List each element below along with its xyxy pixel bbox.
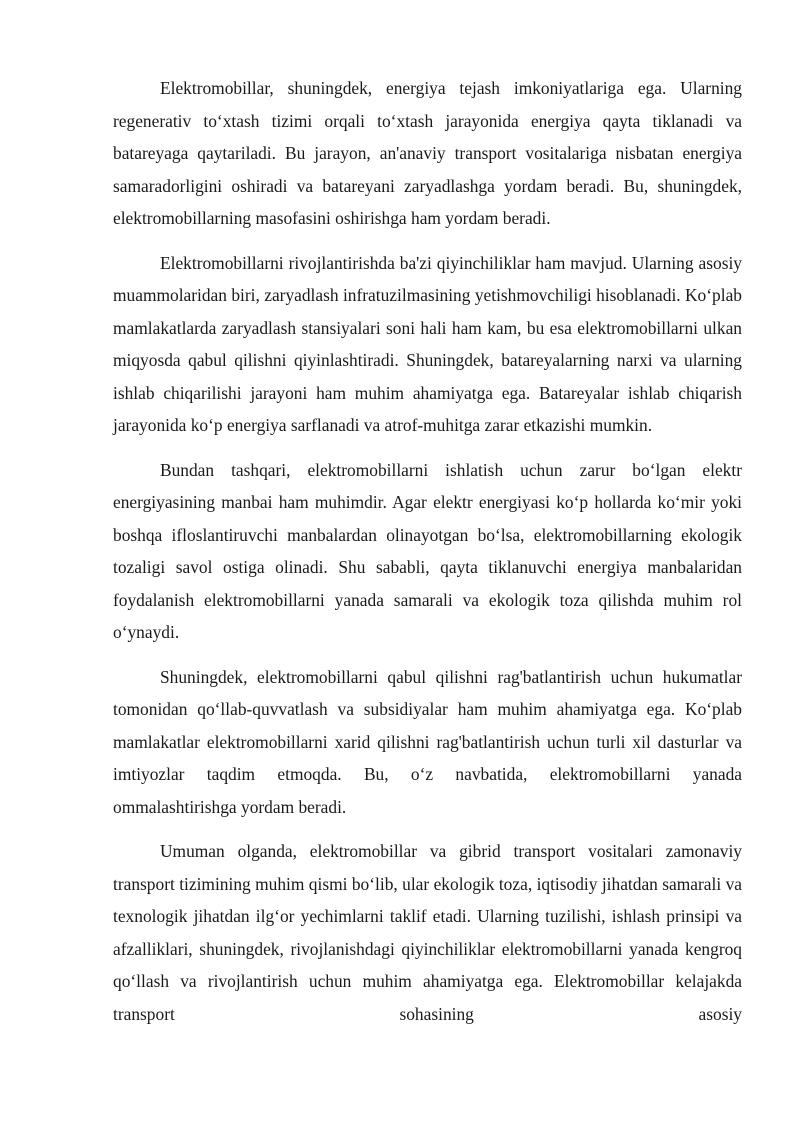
paragraph-4: Shuningdek, elektromobillarni qabul qilishni rag'batlantirish uchun hukumatlar tomonidan qo‘llab-quvvatlash va subsidiyalar ham muhim ahamiyatga ega. Ko‘plab mamlakatlar elektromobillarni xarid qilishni rag'batlantirish uchun turli xil dasturlar va imtiyozlar taqdim etmoqda. Bu, o‘z navbatida, elektromobillarni yanada ommalashtirishga yordam beradi. [113, 666, 742, 817]
paragraph-3: Bundan tashqari, elektromobillarni ishlatish uchun zarur bo‘lgan elektr energiyasining manbai ham muhimdir. Agar elektr energiyasi ko‘p hollarda ko‘mir yoki boshqa ifloslantiruvchi manbalardan olinayotgan bo‘lsa, elektromobillarning ekologik tozaligi savol ostiga olinadi. Shu sababli, qayta tiklanuvchi energiya manbalaridan foydalanish elektromobillarni yanada samarali va ekologik toza qilishda muhim rol o‘ynaydi. [113, 459, 742, 642]
document-body [113, 72, 742, 1030]
paragraph-1: Elektromobillar, shuningdek, energiya tejash imkoniyatlariga ega. Ularning regenerativ to‘xtash tizimi orqali to‘xtash jarayonida energiya qayta tiklanadi va batareyaga qaytariladi. Bu jarayon, an'anaviy transport vositalariga nisbatan energiya samaradorligini oshiradi va batareyani zaryadlashga yordam beradi. Bu, shuningdek, elektromobillarning masofasini oshirishga ham yordam beradi. [113, 78, 742, 228]
paragraph-5: Umuman olganda, elektromobillar va gibrid transport vositalari zamonaviy transport tizimining muhim qismi bo‘lib, ular ekologik toza, iqtisodiy jihatdan samarali va texnologik jihatdan ilg‘or yechimlarni taklif etadi. Ularning tuzilishi, ishlash prinsipi va afzalliklari, shuningdek, rivojlanishdagi qiyinchiliklar elektromobillarni yanada kengroq qo‘llash va rivojlantirish uchun muhim ahamiyatga ega. Elektromobillar kelajakda transport sohasining asosiy [113, 841, 742, 1024]
paragraph-2: Elektromobillarni rivojlantirishda ba'zi qiyinchiliklar ham mavjud. Ularning asosiy muammolaridan biri, zaryadlash infratuzilmasining yetishmovchiligi hisoblanadi. Ko‘plab mamlakatlarda zaryadlash stansiyalari soni hali ham kam, bu esa elektromobillarni ulkan miqyosda qabul qilishni qiyinlashtiradi. Shuningdek, batareyalarning narxi va ularning ishlab chiqarilishi jarayoni ham muhim ahamiyatga ega. Batareyalar ishlab chiqarish jarayonida ko‘p energiya sarflanadi va atrof-muhitga zarar etkazishi mumkin. [113, 252, 742, 435]
